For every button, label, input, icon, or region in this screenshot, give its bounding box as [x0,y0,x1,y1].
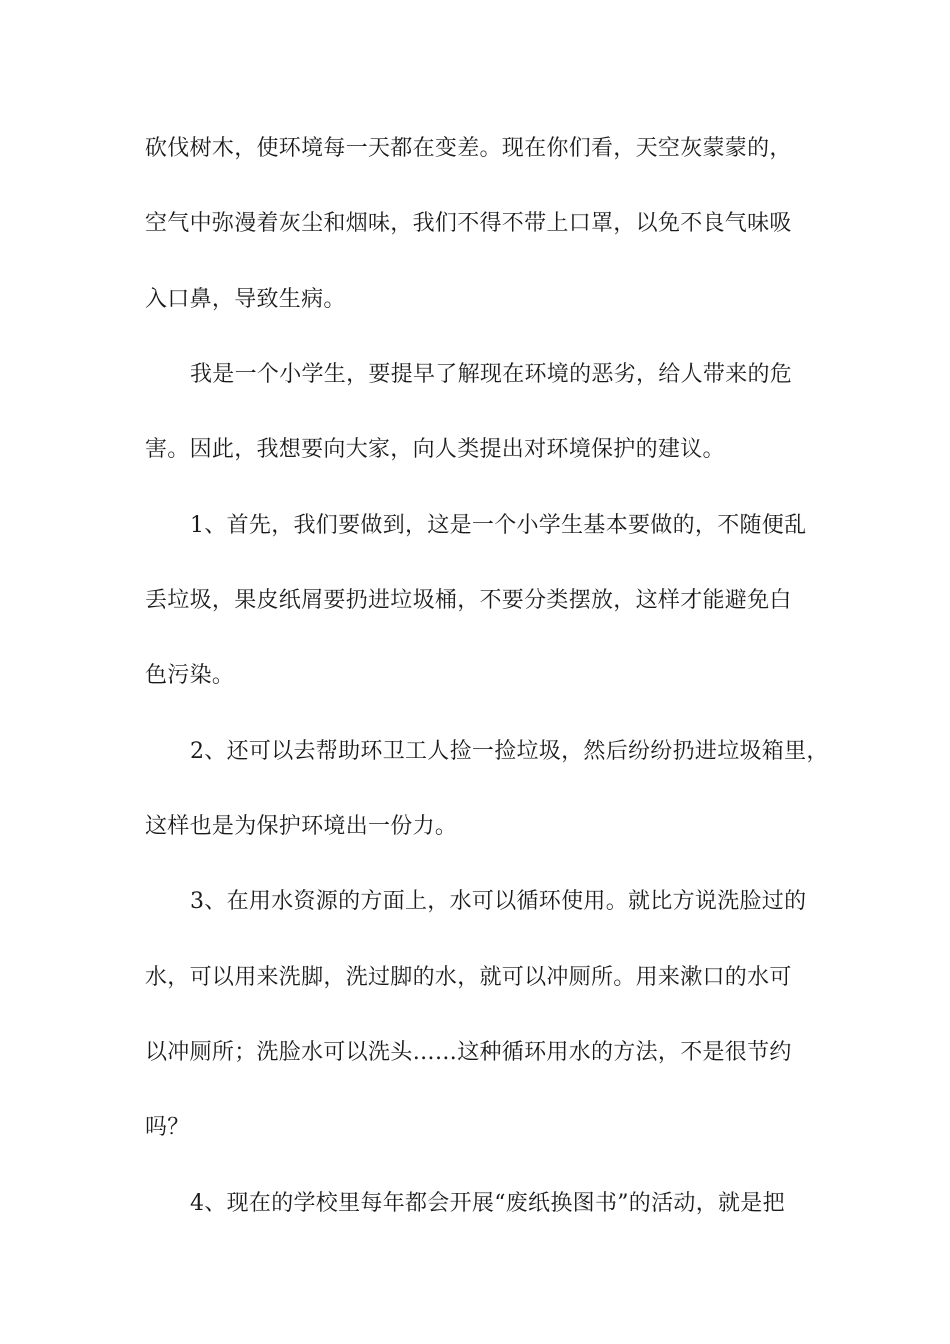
text-line: 色污染。 [145,663,235,688]
text-line: 丢垃圾，果皮纸屑要扔进垃圾桶，不要分类摆放，这样才能避免白 [145,588,792,613]
text-line: 空气中弥漫着灰尘和烟味，我们不得不带上口罩，以免不良气味吸 [145,211,792,236]
text-line: 水，可以用来洗脚，洗过脚的水，就可以冲厕所。用来漱口的水可 [145,965,792,990]
text-line: 这样也是为保护环境出一份力。 [145,814,458,839]
text-line: 害。因此，我想要向大家，向人类提出对环境保护的建议。 [145,437,725,462]
paragraph-start-line: 2、还可以去帮助环卫工人捡一捡垃圾，然后纷纷扔进垃圾箱里， [190,739,829,764]
paragraph-start-line: 1、首先，我们要做到，这是一个小学生基本要做的，不随便乱 [190,513,807,538]
text-line: 砍伐树木，使环境每一天都在变差。现在你们看，天空灰蒙蒙的， [145,136,792,161]
paragraph-start-line: 3、在用水资源的方面上，水可以循环使用。就比方说洗脸过的 [190,889,807,914]
text-line: 以冲厕所；洗脸水可以洗头……这种循环用水的方法，不是很节约 [145,1040,792,1065]
paragraph-start-line: 4、现在的学校里每年都会开展“废纸换图书”的活动，就是把 [190,1191,785,1216]
text-line: 吗？ [145,1115,190,1140]
paragraph-start-line: 我是一个小学生，要提早了解现在环境的恶劣，给人带来的危 [190,362,793,387]
text-line: 入口鼻，导致生病。 [145,287,346,312]
